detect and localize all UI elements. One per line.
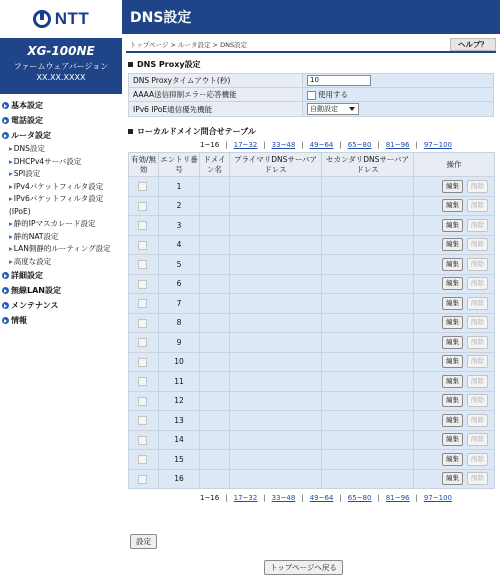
sidebar-subitem[interactable] xyxy=(0,168,122,181)
proxy-section-title xyxy=(128,59,500,70)
empty-cell xyxy=(230,313,322,333)
ipv6-label: IPv6 IPoE通信優先機能 xyxy=(129,102,303,117)
pager-separator: | xyxy=(263,141,266,149)
page-link[interactable]: 97~100 xyxy=(423,494,452,502)
delete-button[interactable]: 削除 xyxy=(467,355,488,368)
table-row xyxy=(129,450,495,470)
table-row xyxy=(129,411,495,431)
empty-cell xyxy=(322,372,414,392)
empty-cell xyxy=(200,469,230,489)
table-row xyxy=(129,196,495,216)
table-row xyxy=(129,391,495,411)
proxy-section-label: DNS Proxy設定 xyxy=(137,60,201,69)
empty-cell xyxy=(200,177,230,197)
sidebar-subitem-label: SPI設定 xyxy=(13,169,41,178)
sidebar-subitem-label: 高度な設定 xyxy=(13,256,52,266)
page-link[interactable]: 65~80 xyxy=(347,141,372,149)
proxy-settings-table xyxy=(128,73,494,117)
page-link[interactable]: 33~48 xyxy=(271,494,296,502)
delete-button[interactable]: 削除 xyxy=(467,238,488,251)
empty-cell xyxy=(230,469,322,489)
sidebar-subitem-label: IPv4パケットフィルタ設定 xyxy=(13,181,104,191)
sidebar-item-label: 詳細設定 xyxy=(11,271,43,280)
empty-cell xyxy=(322,177,414,197)
timeout-label: DNS Proxyタイムアウト(秒) xyxy=(129,74,303,88)
empty-cell xyxy=(322,294,414,314)
delete-button[interactable]: 削除 xyxy=(467,258,488,271)
pager-top xyxy=(122,141,500,149)
entry-number: 1 xyxy=(159,177,200,197)
table-row xyxy=(129,333,495,353)
bullet-icon: ▸ xyxy=(9,256,13,266)
table-row xyxy=(129,313,495,333)
entry-number: 16 xyxy=(159,469,200,489)
arrow-circle-icon xyxy=(2,117,9,124)
aaaa-checkbox[interactable] xyxy=(307,91,316,100)
section-bullet-icon xyxy=(128,129,133,134)
local-table-title xyxy=(128,126,500,137)
empty-cell xyxy=(322,450,414,470)
empty-cell xyxy=(200,313,230,333)
pager-separator: | xyxy=(301,141,304,149)
empty-cell xyxy=(230,450,322,470)
page-link[interactable]: 81~96 xyxy=(385,141,410,149)
pager-separator: | xyxy=(225,494,228,502)
main-content xyxy=(122,0,500,585)
sidebar-item-5[interactable] xyxy=(0,298,122,313)
entry-number: 15 xyxy=(159,450,200,470)
sidebar-subitem-label: (IPoE) xyxy=(9,206,31,216)
table-row xyxy=(129,177,495,197)
table-row xyxy=(129,372,495,392)
pager-separator: | xyxy=(339,141,342,149)
entry-number: 4 xyxy=(159,235,200,255)
edit-button[interactable]: 編集 xyxy=(442,219,463,232)
empty-cell xyxy=(322,313,414,333)
empty-cell xyxy=(200,294,230,314)
empty-cell xyxy=(322,411,414,431)
arrow-circle-icon xyxy=(2,287,9,294)
delete-button[interactable]: 削除 xyxy=(467,394,488,407)
arrow-circle-icon xyxy=(2,102,9,109)
column-header: 操作 xyxy=(414,153,495,177)
empty-cell xyxy=(200,255,230,275)
empty-cell xyxy=(230,333,322,353)
enable-checkbox[interactable] xyxy=(138,455,147,464)
sidebar-item-label: メンテナンス xyxy=(11,301,59,310)
enable-checkbox[interactable] xyxy=(138,319,147,328)
empty-cell xyxy=(230,196,322,216)
page-link[interactable]: 17~32 xyxy=(233,494,258,502)
page-link[interactable]: 49~64 xyxy=(309,141,334,149)
empty-cell xyxy=(230,411,322,431)
delete-button[interactable]: 削除 xyxy=(467,180,488,193)
enable-checkbox[interactable] xyxy=(138,338,147,347)
sidebar-item-4[interactable] xyxy=(0,283,122,298)
empty-cell xyxy=(322,430,414,450)
sidebar-subitem[interactable] xyxy=(0,193,122,206)
delete-button[interactable]: 削除 xyxy=(467,433,488,446)
ntt-logo[interactable] xyxy=(0,0,122,38)
page-link[interactable]: 49~64 xyxy=(309,494,334,502)
table-row xyxy=(129,255,495,275)
empty-cell xyxy=(322,333,414,353)
arrow-circle-icon xyxy=(2,132,9,139)
bullet-icon: ▸ xyxy=(9,231,13,241)
edit-button[interactable]: 編集 xyxy=(442,277,463,290)
column-header: 有効/無効 xyxy=(129,153,159,177)
breadcrumb: トップページ > ルータ設定 > DNS設定 xyxy=(130,41,248,49)
help-button[interactable]: ヘルプ？ xyxy=(450,38,496,51)
enable-checkbox[interactable] xyxy=(138,436,147,445)
entry-number: 13 xyxy=(159,411,200,431)
sidebar-subitem-label: 静的IPマスカレード設定 xyxy=(13,219,96,228)
page-link: 1~16 xyxy=(200,141,220,149)
page-link[interactable]: 17~32 xyxy=(233,141,258,149)
arrow-circle-icon xyxy=(2,317,9,324)
edit-button[interactable]: 編集 xyxy=(442,297,463,310)
entry-number: 6 xyxy=(159,274,200,294)
empty-cell xyxy=(322,391,414,411)
enable-checkbox[interactable] xyxy=(138,280,147,289)
delete-button[interactable]: 削除 xyxy=(467,414,488,427)
delete-button[interactable]: 削除 xyxy=(467,375,488,388)
aaaa-check-label: 使用する xyxy=(318,90,348,99)
bullet-icon: ▸ xyxy=(9,169,13,178)
table-row xyxy=(129,274,495,294)
enable-checkbox[interactable] xyxy=(138,358,147,367)
bullet-icon: ▸ xyxy=(9,244,13,253)
breadcrumb-bar xyxy=(126,38,496,53)
edit-button[interactable]: 編集 xyxy=(442,375,463,388)
empty-cell xyxy=(322,274,414,294)
page-link[interactable]: 97~100 xyxy=(423,141,452,149)
arrow-circle-icon xyxy=(2,302,9,309)
sidebar-item-label: 情報 xyxy=(11,316,27,325)
bullet-icon: ▸ xyxy=(9,156,13,166)
pager-separator: | xyxy=(415,141,418,149)
empty-cell xyxy=(230,255,322,275)
bullet-icon: ▸ xyxy=(9,144,13,153)
edit-button[interactable]: 編集 xyxy=(442,394,463,407)
sidebar-subitem-label: LAN側静的ルーティング設定 xyxy=(13,244,111,253)
edit-button[interactable]: 編集 xyxy=(442,414,463,427)
sidebar-subitem[interactable] xyxy=(0,231,122,244)
edit-button[interactable]: 編集 xyxy=(442,336,463,349)
empty-cell xyxy=(322,235,414,255)
edit-button[interactable]: 編集 xyxy=(442,238,463,251)
page-link[interactable]: 33~48 xyxy=(271,141,296,149)
delete-button[interactable]: 削除 xyxy=(467,219,488,232)
sidebar-subitem-label: 静的NAT設定 xyxy=(13,231,59,241)
edit-button[interactable]: 編集 xyxy=(442,199,463,212)
sidebar-subitem[interactable] xyxy=(0,256,122,269)
sidebar-item-label: 基本設定 xyxy=(11,101,43,110)
delete-button[interactable]: 削除 xyxy=(467,316,488,329)
edit-button[interactable]: 編集 xyxy=(442,258,463,271)
timeout-input[interactable]: 10 xyxy=(307,75,371,86)
empty-cell xyxy=(322,216,414,236)
edit-button[interactable]: 編集 xyxy=(442,180,463,193)
delete-button[interactable]: 削除 xyxy=(467,199,488,212)
empty-cell xyxy=(230,177,322,197)
entry-number: 5 xyxy=(159,255,200,275)
sidebar-item-3[interactable] xyxy=(0,268,122,283)
sidebar xyxy=(0,0,122,585)
table-row xyxy=(129,294,495,314)
page-title: DNS設定 xyxy=(122,0,500,34)
aaaa-label: AAAA送信抑制エラー応答機能 xyxy=(129,88,303,102)
arrow-circle-icon xyxy=(2,272,9,279)
bullet-icon: ▸ xyxy=(9,181,13,191)
sidebar-subitem-label: IPv6パケットフィルタ設定 xyxy=(13,194,104,203)
empty-cell xyxy=(200,274,230,294)
enable-checkbox[interactable] xyxy=(138,202,147,211)
entry-number: 9 xyxy=(159,333,200,353)
sidebar-subitem[interactable] xyxy=(0,206,122,219)
empty-cell xyxy=(230,430,322,450)
empty-cell xyxy=(230,352,322,372)
empty-cell xyxy=(200,216,230,236)
entry-number: 7 xyxy=(159,294,200,314)
enable-checkbox[interactable] xyxy=(138,416,147,425)
sidebar-item-6[interactable] xyxy=(0,313,122,328)
column-header: プライマリDNSサーバアドレス xyxy=(230,153,322,177)
page-link[interactable]: 65~80 xyxy=(347,494,372,502)
sidebar-item-2[interactable] xyxy=(0,128,122,143)
delete-button[interactable]: 削除 xyxy=(467,453,488,466)
enable-checkbox[interactable] xyxy=(138,377,147,386)
chevron-down-icon xyxy=(349,107,355,111)
edit-button[interactable]: 編集 xyxy=(442,453,463,466)
empty-cell xyxy=(322,469,414,489)
empty-cell xyxy=(200,333,230,353)
edit-button[interactable]: 編集 xyxy=(442,472,463,485)
empty-cell xyxy=(200,372,230,392)
empty-cell xyxy=(200,196,230,216)
local-table-label: ローカルドメイン問合せテーブル xyxy=(137,127,256,136)
sidebar-subitem-label: DHCPv4サーバ設定 xyxy=(13,156,82,166)
empty-cell xyxy=(200,352,230,372)
sidebar-subitem[interactable] xyxy=(0,156,122,169)
empty-cell xyxy=(200,450,230,470)
table-row xyxy=(129,216,495,236)
ntt-logo-icon xyxy=(33,10,51,28)
sidebar-subitem[interactable] xyxy=(0,243,122,256)
pager-separator: | xyxy=(263,494,266,502)
pager-bottom xyxy=(122,494,500,502)
table-row xyxy=(129,430,495,450)
enable-checkbox[interactable] xyxy=(138,260,147,269)
edit-button[interactable]: 編集 xyxy=(442,433,463,446)
logo-text: NTT xyxy=(54,9,90,28)
empty-cell xyxy=(200,391,230,411)
table-row xyxy=(129,235,495,255)
column-header: エントリ番号 xyxy=(159,153,200,177)
model-name: XG-100NE xyxy=(27,44,95,58)
entry-number: 3 xyxy=(159,216,200,236)
sidebar-item-label: 電話設定 xyxy=(11,116,43,125)
local-domain-table xyxy=(128,152,495,489)
sidebar-subitem[interactable] xyxy=(0,218,122,231)
delete-button[interactable]: 削除 xyxy=(467,472,488,485)
entry-number: 14 xyxy=(159,430,200,450)
column-header: ドメイン名 xyxy=(200,153,230,177)
save-button[interactable]: 設定 xyxy=(130,534,157,549)
enable-checkbox[interactable] xyxy=(138,475,147,484)
page-link[interactable]: 81~96 xyxy=(385,494,410,502)
entry-number: 12 xyxy=(159,391,200,411)
empty-cell xyxy=(230,391,322,411)
sidebar-item-1[interactable] xyxy=(0,113,122,128)
pager-separator: | xyxy=(339,494,342,502)
firmware-version: XX.XX.XXXX xyxy=(36,73,86,82)
pager-separator: | xyxy=(377,494,380,502)
enable-checkbox[interactable] xyxy=(138,221,147,230)
firmware-label: ファームウェアバージョン xyxy=(13,62,109,71)
edit-button[interactable]: 編集 xyxy=(442,355,463,368)
sidebar-menu xyxy=(0,98,122,328)
delete-button[interactable]: 削除 xyxy=(467,336,488,349)
empty-cell xyxy=(230,294,322,314)
back-to-top-button[interactable]: トップページへ戻る xyxy=(264,560,343,575)
sidebar-subitem[interactable] xyxy=(0,181,122,194)
edit-button[interactable]: 編集 xyxy=(442,316,463,329)
empty-cell xyxy=(322,352,414,372)
sidebar-subitem[interactable] xyxy=(0,143,122,156)
pager-separator: | xyxy=(301,494,304,502)
column-header: セカンダリDNSサーバアドレス xyxy=(322,153,414,177)
empty-cell xyxy=(230,235,322,255)
empty-cell xyxy=(322,196,414,216)
entry-number: 2 xyxy=(159,196,200,216)
delete-button[interactable]: 削除 xyxy=(467,297,488,310)
save-area xyxy=(130,534,157,549)
sidebar-subitem-label: DNS設定 xyxy=(13,144,45,153)
empty-cell xyxy=(322,255,414,275)
bullet-icon: ▸ xyxy=(9,219,13,228)
empty-cell xyxy=(200,430,230,450)
delete-button[interactable]: 削除 xyxy=(467,277,488,290)
pager-separator: | xyxy=(377,141,380,149)
enable-checkbox[interactable] xyxy=(138,299,147,308)
enable-checkbox[interactable] xyxy=(138,241,147,250)
bullet-icon: ▸ xyxy=(9,194,13,203)
ipv6-select[interactable] xyxy=(307,103,359,115)
empty-cell xyxy=(230,216,322,236)
pager-separator: | xyxy=(415,494,418,502)
pager-separator: | xyxy=(225,141,228,149)
enable-checkbox[interactable] xyxy=(138,397,147,406)
table-row xyxy=(129,352,495,372)
ipv6-select-value: 自動設定 xyxy=(310,105,338,113)
sidebar-item-0[interactable] xyxy=(0,98,122,113)
home-area xyxy=(264,560,343,575)
entry-number: 10 xyxy=(159,352,200,372)
model-info xyxy=(0,38,122,94)
entry-number: 11 xyxy=(159,372,200,392)
empty-cell xyxy=(200,235,230,255)
entry-number: 8 xyxy=(159,313,200,333)
page-link: 1~16 xyxy=(200,494,220,502)
section-bullet-icon xyxy=(128,62,133,67)
table-row xyxy=(129,469,495,489)
enable-checkbox[interactable] xyxy=(138,182,147,191)
empty-cell xyxy=(230,372,322,392)
sidebar-item-label: ルータ設定 xyxy=(11,131,51,140)
empty-cell xyxy=(230,274,322,294)
sidebar-item-label: 無線LAN設定 xyxy=(11,286,61,295)
empty-cell xyxy=(200,411,230,431)
